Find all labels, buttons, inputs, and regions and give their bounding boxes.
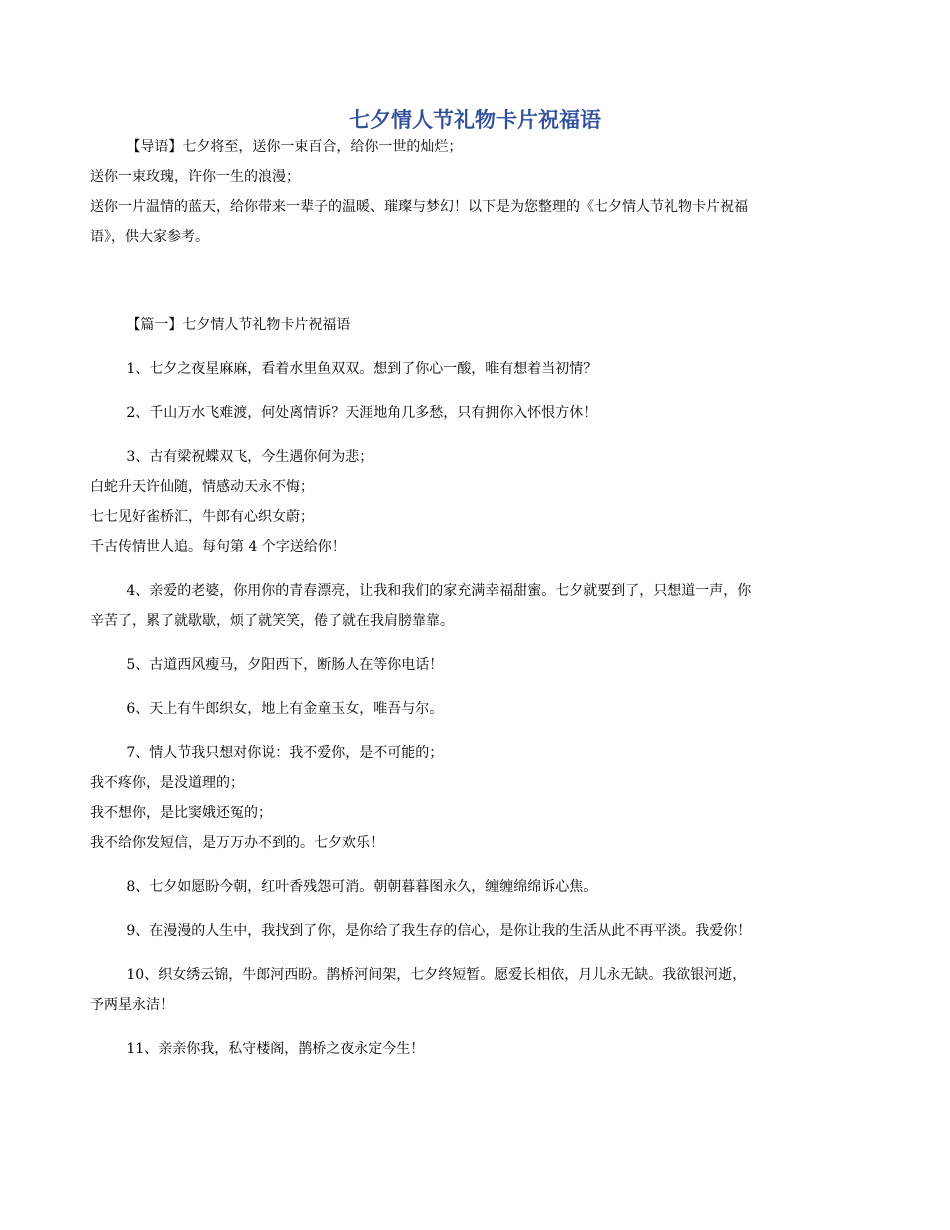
wish-item: [90, 442, 860, 562]
wish-item: [90, 960, 860, 1020]
wish-item: [90, 738, 860, 858]
wish-item: [90, 694, 860, 724]
wish-item: [90, 916, 860, 946]
section-heading: 【篇一】七夕情人节礼物卡片祝福语: [126, 317, 351, 333]
wish-line: 千古传情世人追。每句第 4 个字送给你！: [90, 539, 346, 555]
wish-line: 11、亲亲你我，私守楼阁，鹊桥之夜永定今生！: [126, 1041, 425, 1057]
wish-line: 5、古道西风瘦马，夕阳西下，断肠人在等你电话！: [126, 657, 444, 673]
wish-item: [90, 872, 860, 902]
wish-item: [90, 398, 860, 428]
wish-line: 6、天上有牛郎织女，地上有金童玉女，唯吾与尔。: [126, 701, 444, 717]
document-title: 七夕情人节礼物卡片祝福语: [349, 108, 601, 132]
wish-list: [90, 340, 860, 1064]
wish-item: [90, 576, 860, 636]
wish-line: 1、七夕之夜星麻麻，看着水里鱼双双。想到了你心一酸，唯有想着当初情？: [126, 361, 598, 377]
wish-line: 我不给你发短信，是万万办不到的。七夕欢乐！: [90, 835, 384, 851]
wish-line: 8、七夕如愿盼今朝，红叶香残怨可消。朝朝暮暮图永久，缠缠绵绵诉心焦。: [126, 879, 598, 895]
intro-paragraph: [90, 132, 860, 252]
wish-line: 4、亲爱的老婆，你用你的青春漂亮，让我和我们的家充满幸福甜蜜。七夕就要到了，只想道一声，你: [126, 583, 752, 599]
intro-line: 【导语】七夕将至，送你一束百合，给你一世的灿烂；: [126, 139, 463, 155]
wish-line: 白蛇升天许仙随，情感动天永不悔；: [90, 479, 314, 495]
intro-line: 送你一片温情的蓝天，给你带来一辈子的温暖、璀璨与梦幻！以下是为您整理的《七夕情人节礼物卡片祝福: [90, 199, 748, 215]
wish-line: 10、织女绣云锦，牛郎河西盼。鹊桥河间架，七夕终短暂。愿爱长相依，月儿永无缺。我欲银河逝，: [126, 967, 747, 983]
wish-line: 我不想你，是比窦娥还冤的；: [90, 805, 272, 821]
wish-line: 我不疼你，是没道理的；: [90, 775, 244, 791]
wish-item: [90, 354, 860, 384]
wish-line: 7、情人节我只想对你说：我不爱你，是不可能的；: [126, 745, 444, 761]
wish-line: 9、在漫漫的人生中，我找到了你，是你给了我生存的信心，是你让我的生活从此不再平淡。我爱你！: [126, 923, 752, 939]
wish-line: 辛苦了，累了就歇歇，烦了就笑笑，倦了就在我肩膀靠靠。: [90, 613, 454, 629]
wish-item: [90, 650, 860, 680]
wish-item: [90, 1034, 860, 1064]
wish-line: 2、千山万水飞难渡，何处离情诉？天涯地角几多愁，只有拥你入怀恨方休！: [126, 405, 598, 421]
intro-line: 送你一束玫瑰，许你一生的浪漫；: [90, 169, 300, 185]
intro-line: 语》，供大家参考。: [90, 229, 209, 245]
document-body: [90, 132, 860, 1064]
wish-line: 七七见好雀桥汇，牛郎有心织女蔚；: [90, 509, 314, 525]
wish-line: 3、古有梁祝蝶双飞，今生遇你何为悲；: [126, 449, 374, 465]
wish-line: 予两星永洁！: [90, 997, 174, 1013]
